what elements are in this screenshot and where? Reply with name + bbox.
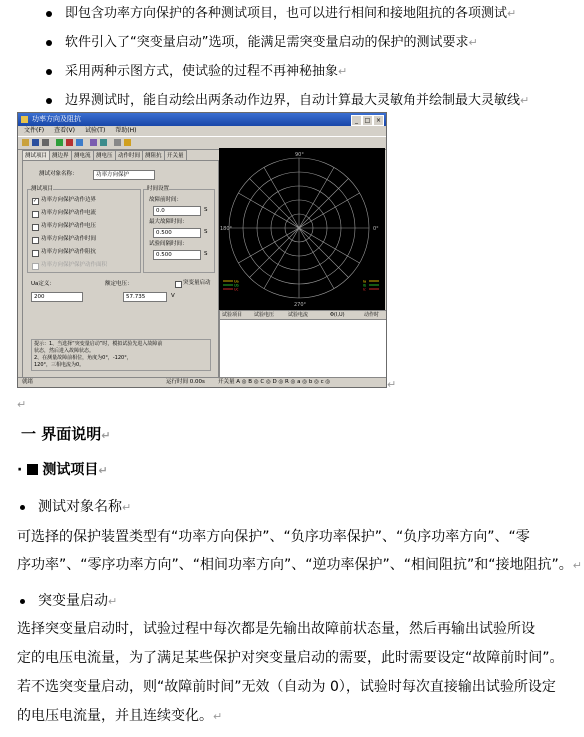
legend-ub: Ub — [234, 283, 239, 288]
bullet-dot — [20, 599, 25, 604]
results-table — [219, 310, 387, 378]
stop-icon[interactable] — [66, 139, 73, 146]
angle-label-270: 270° — [294, 302, 307, 308]
bullet-dot — [46, 98, 52, 104]
hint-line: 120°，三相电流为0。 — [34, 362, 85, 368]
paragraph-mark: ↵ — [387, 378, 397, 391]
open-icon[interactable] — [22, 139, 29, 146]
subsection-title: · 测试项目↵ — [17, 462, 108, 478]
unit-s: S — [204, 251, 208, 257]
status-bar — [18, 377, 386, 387]
test-item-label: 功率方向保护保护动作面积 — [41, 262, 108, 268]
tab-current[interactable]: 测电流 — [71, 150, 94, 160]
interval-time-input[interactable]: 0.500 — [153, 250, 201, 260]
refresh-icon[interactable] — [76, 139, 83, 146]
col-action-time: 动作时 — [364, 312, 380, 318]
body-line: 选择突变量启动时，试验过程中每次都是先输出故障前状态量，然后再输出试验所设 — [17, 621, 535, 637]
feature-line: 即包含功率方向保护的各种测试项目，也可以进行相间和接地阻抗的各项测试↵ — [65, 6, 517, 21]
menu-test[interactable]: 试验(T) — [84, 127, 106, 134]
test-object-select[interactable]: 功率方向保护 — [93, 170, 155, 180]
paragraph-mark: ↵ — [17, 398, 27, 411]
unit-s: S — [204, 207, 208, 213]
max-fault-time-input[interactable]: 0.500 — [153, 228, 201, 238]
col-test-voltage: 试验电压 — [254, 312, 275, 318]
time-group-label: 时间设置 — [147, 186, 170, 192]
bullet-dot — [46, 40, 52, 46]
section-title: 一 界面说明↵ — [21, 425, 111, 443]
status-run-time: 运行时间 0.00s — [166, 379, 205, 385]
prefault-time-label: 故障前时间： — [149, 197, 183, 203]
feature-line: 采用两种示图方式，使试验的过程不再神秘抽象↵ — [65, 64, 348, 79]
bullet-dot — [20, 505, 25, 510]
test-items-group-label: 测试项目 — [31, 186, 54, 192]
menu-help[interactable]: 帮助(H) — [115, 127, 137, 134]
body-line: 序功率”、“零序功率方向”、“相间功率方向”、“逆功率保护”、“相间阻抗”和“接地阻抗”。↵ — [17, 557, 582, 573]
hint-line: 提示：1、当选择“突变量启动”时，模拟试验先进入故障前 — [34, 341, 163, 347]
export-icon[interactable] — [100, 139, 107, 146]
tab-voltage[interactable]: 测电压 — [93, 150, 116, 160]
prefault-time-input[interactable]: 0.0 — [153, 206, 201, 216]
interval-time-label: 试验间隔时间： — [149, 241, 188, 247]
body-line: 可选择的保护装置类型有“功率方向保护”、“负序功率保护”、“负序功率方向”、“零 — [17, 529, 530, 545]
angle-def-select[interactable]: 200 — [31, 292, 83, 302]
body-line: 若不选突变量启动，则“故障前时间”无效（自动为 0），试验时每次直接输出试验所设定 — [17, 679, 556, 695]
checkbox-boundary[interactable]: ✓ — [33, 198, 38, 204]
angle-def-label: Ua定义： — [31, 281, 55, 287]
menu-file[interactable]: 文件(F) — [24, 127, 45, 134]
minimize-icon[interactable]: _ — [351, 115, 362, 126]
sudden-start-label: 突变量启动 — [183, 280, 211, 286]
angle-label-0: 0° — [373, 226, 379, 232]
chart-icon[interactable] — [90, 139, 97, 146]
window-title: 功率方向及阻抗 — [32, 115, 81, 123]
tab-action-time[interactable]: 动作时间 — [115, 150, 143, 160]
square-bullet-icon — [27, 464, 38, 475]
results-table-header — [220, 311, 386, 320]
col-test-item: 试验项目 — [222, 312, 243, 318]
test-item-label: 功率方向保护动作电流 — [41, 210, 97, 216]
tab-boundary[interactable]: 测边界 — [49, 150, 72, 160]
settings-panel — [22, 160, 219, 378]
checkbox-current[interactable] — [32, 211, 39, 218]
maximize-icon[interactable]: □ — [362, 115, 373, 126]
hint-line: 2、在测量故障前相位，角度为0°，-120°， — [34, 355, 132, 361]
test-item-label: 功率方向保护动作时间 — [41, 236, 97, 242]
menu-view[interactable]: 查看(V) — [54, 127, 75, 134]
legend-ib: Ib — [363, 283, 367, 288]
app-window-screenshot — [17, 112, 387, 388]
checkbox-voltage[interactable] — [32, 224, 39, 231]
col-test-current: 试验电流 — [288, 312, 309, 318]
checkbox-impedance[interactable] — [32, 250, 39, 257]
feature-line: 边界测试时，能自动绘出两条动作边界，自动计算最大灵敏角并绘制最大灵敏线↵ — [65, 93, 530, 108]
body-line: 的电压电流量，并且连续变化。↵ — [17, 708, 223, 724]
hint-box — [31, 339, 211, 371]
unit-v: V — [171, 293, 175, 299]
polar-grid — [219, 148, 385, 310]
status-switch: 开关量 A ◎ B ◎ C ◎ D ◎ R ◎ a ◎ b ◎ c ◎ — [218, 379, 331, 385]
help-icon[interactable] — [124, 139, 131, 146]
window-titlebar — [18, 113, 386, 126]
feature-line: 软件引入了“突变量启动”选项，能满足需突变量启动的保护的测试要求↵ — [65, 35, 478, 50]
sudden-start-checkbox[interactable] — [175, 281, 182, 288]
legend-uc: Uc — [234, 287, 239, 292]
bullet-dot — [46, 11, 52, 17]
angle-label-180: 180° — [220, 226, 233, 232]
checkbox-time[interactable] — [32, 237, 39, 244]
legend-ia: Ia — [363, 279, 367, 284]
print-icon[interactable] — [42, 139, 49, 146]
tab-switch[interactable]: 开关量 — [164, 150, 187, 160]
vector-diagram — [219, 148, 385, 310]
rated-voltage-input[interactable]: 57.735 — [123, 292, 167, 302]
checkbox-area[interactable] — [32, 263, 39, 270]
legend-ic: Ic — [363, 287, 366, 292]
test-item-label: 功率方向保护动作电压 — [41, 223, 97, 229]
test-item-label: 功率方向保护动作边界 — [41, 197, 97, 203]
item-title: 测试对象名称↵ — [38, 499, 132, 515]
body-line: 定的电压电流量，为了满足某些保护对突变量启动的需要，此时需要设定“故障前时间”。 — [17, 650, 564, 666]
save-icon[interactable] — [32, 139, 39, 146]
run-icon[interactable] — [56, 139, 63, 146]
settings-icon[interactable] — [114, 139, 121, 146]
rated-voltage-label: 额定电压： — [105, 281, 133, 287]
test-object-label: 测试对象名称： — [39, 171, 78, 177]
hint-line: 状态，然后进入故障状态。 — [34, 348, 95, 354]
unit-s: S — [204, 229, 208, 235]
tab-impedance[interactable]: 测阻抗 — [142, 150, 165, 160]
menubar — [18, 126, 386, 136]
angle-label-90: 90° — [295, 152, 304, 158]
status-ready: 就绪 — [22, 379, 34, 385]
bullet-dot — [46, 69, 52, 75]
col-phase: Φ(I,U) — [330, 312, 345, 318]
close-icon[interactable]: × — [373, 115, 384, 126]
test-item-label: 功率方向保护动作阻抗 — [41, 249, 97, 255]
app-icon — [21, 116, 28, 123]
tab-test-items[interactable]: 测试项目 — [22, 150, 50, 160]
legend-ua: Ua — [234, 279, 239, 284]
item-title: 突变量启动↵ — [38, 593, 118, 609]
max-fault-time-label: 最大故障时间： — [149, 219, 188, 225]
